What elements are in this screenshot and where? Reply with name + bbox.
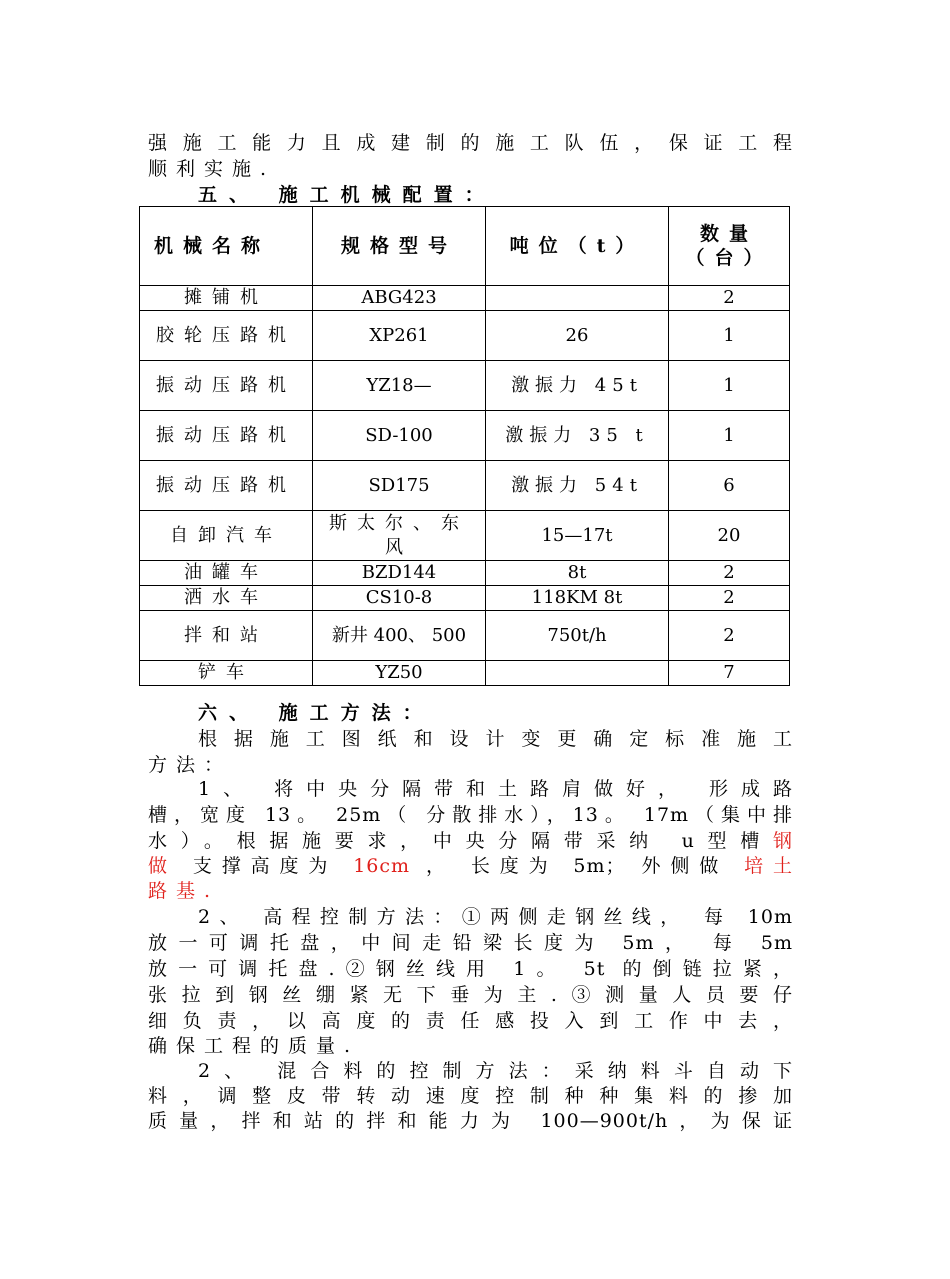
method-text: 支撑高度为	[192, 855, 338, 877]
cell-qty: 2	[669, 611, 790, 661]
method-line: 路基.	[148, 880, 220, 902]
cell-name: 振动压路机	[140, 411, 313, 461]
section-5-title: 五、 施工机械配置：	[198, 184, 496, 206]
method-line: 放一可调托盘，中间走铅梁长度为 5m， 每 5m	[148, 932, 793, 954]
cell-name: 拌和站	[140, 611, 313, 661]
table-row	[140, 286, 790, 311]
method-line	[148, 828, 793, 854]
cell-model: 斯太尔、东风	[313, 511, 486, 561]
method-line	[148, 853, 793, 879]
table-row	[140, 586, 790, 611]
cell-model: SD-100	[313, 411, 486, 461]
cell-qty: 1	[669, 311, 790, 361]
cell-tonnage: 激振力 35 t	[486, 411, 669, 461]
cell-qty: 20	[669, 511, 790, 561]
cell-tonnage: 26	[486, 311, 669, 361]
method-line: 1、 将中央分隔带和土路肩做好， 形成路	[198, 778, 793, 800]
cell-tonnage: 750t/h	[486, 611, 669, 661]
highlight-text: 做	[148, 855, 177, 877]
table-header-row	[140, 207, 790, 286]
cell-qty: 2	[669, 286, 790, 311]
cell-name: 自卸汽车	[140, 511, 313, 561]
cell-qty: 2	[669, 586, 790, 611]
header-qty: 数量（台）	[669, 207, 790, 286]
cell-model: YZ18—	[313, 361, 486, 411]
cell-name: 油罐车	[140, 561, 313, 586]
method-text: ， 长度为 5m； 外侧做	[426, 855, 729, 877]
cell-model: ABG423	[313, 286, 486, 311]
header-name: 机械名称	[140, 207, 313, 286]
cell-model: 新井 400、 500	[313, 611, 486, 661]
cell-model: BZD144	[313, 561, 486, 586]
table-row	[140, 361, 790, 411]
table-row	[140, 511, 790, 561]
method-line: 2、 混合料的控制方法：采纳料斗自动下	[198, 1060, 793, 1082]
cell-model: CS10-8	[313, 586, 486, 611]
cell-tonnage: 8t	[486, 561, 669, 586]
machinery-table	[139, 206, 790, 686]
cell-name: 洒水车	[140, 586, 313, 611]
intro-line-1: 强施工能力且成建制的施工队伍，保证工程	[148, 132, 793, 154]
intro-line-2: 顺利实施.	[148, 158, 276, 180]
cell-tonnage: 118KM 8t	[486, 586, 669, 611]
method-line: 张拉到钢丝绷紧无下垂为主.③测量人员要仔	[148, 984, 793, 1006]
cell-tonnage	[486, 286, 669, 311]
method-line: 2、 高程控制方法：①两侧走钢丝线， 每 10m	[198, 906, 793, 928]
cell-name: 胶轮压路机	[140, 311, 313, 361]
method-line: 料，调整皮带转动速度控制种种集料的掺加	[148, 1085, 793, 1107]
cell-qty: 2	[669, 561, 790, 586]
header-tonnage: 吨位（t）	[486, 207, 669, 286]
method-line: 方法：	[148, 754, 233, 776]
highlight-text: 培土	[744, 855, 793, 877]
highlight-text: 16cm	[353, 855, 411, 877]
cell-name: 铲车	[140, 661, 313, 686]
cell-name: 振动压路机	[140, 461, 313, 511]
table-row	[140, 411, 790, 461]
method-line: 细负责，以高度的责任感投入到工作中去，	[148, 1010, 793, 1032]
table-row	[140, 561, 790, 586]
cell-name: 振动压路机	[140, 361, 313, 411]
cell-tonnage	[486, 661, 669, 686]
cell-model: SD175	[313, 461, 486, 511]
cell-tonnage: 激振力 45t	[486, 361, 669, 411]
cell-qty: 1	[669, 411, 790, 461]
table-row	[140, 661, 790, 686]
cell-tonnage: 激振力 54t	[486, 461, 669, 511]
highlight-text: 钢	[772, 830, 793, 852]
table-row	[140, 311, 790, 361]
method-line: 槽，宽度 13。 25m（ 分散排水），13。 17m（集中排	[148, 804, 793, 826]
table-row	[140, 611, 790, 661]
cell-qty: 1	[669, 361, 790, 411]
section-6-title: 六、 施工方法：	[198, 702, 434, 724]
method-line: 质量，拌和站的拌和能力为 100—900t/h，为保证	[148, 1110, 793, 1132]
header-model: 规格型号	[313, 207, 486, 286]
cell-model: YZ50	[313, 661, 486, 686]
method-text: 水）。根据施要求，中央分隔带采纳 u型槽	[148, 830, 773, 852]
method-line: 放一可调托盘.②钢丝线用 1。 5t 的倒链拉紧，	[148, 958, 793, 980]
cell-model: XP261	[313, 311, 486, 361]
cell-name: 摊铺机	[140, 286, 313, 311]
method-line: 确保工程的质量.	[148, 1035, 360, 1057]
table-row	[140, 461, 790, 511]
cell-qty: 7	[669, 661, 790, 686]
cell-tonnage: 15—17t	[486, 511, 669, 561]
method-line: 根据施工图纸和设计变更确定标准施工	[198, 728, 793, 750]
cell-qty: 6	[669, 461, 790, 511]
